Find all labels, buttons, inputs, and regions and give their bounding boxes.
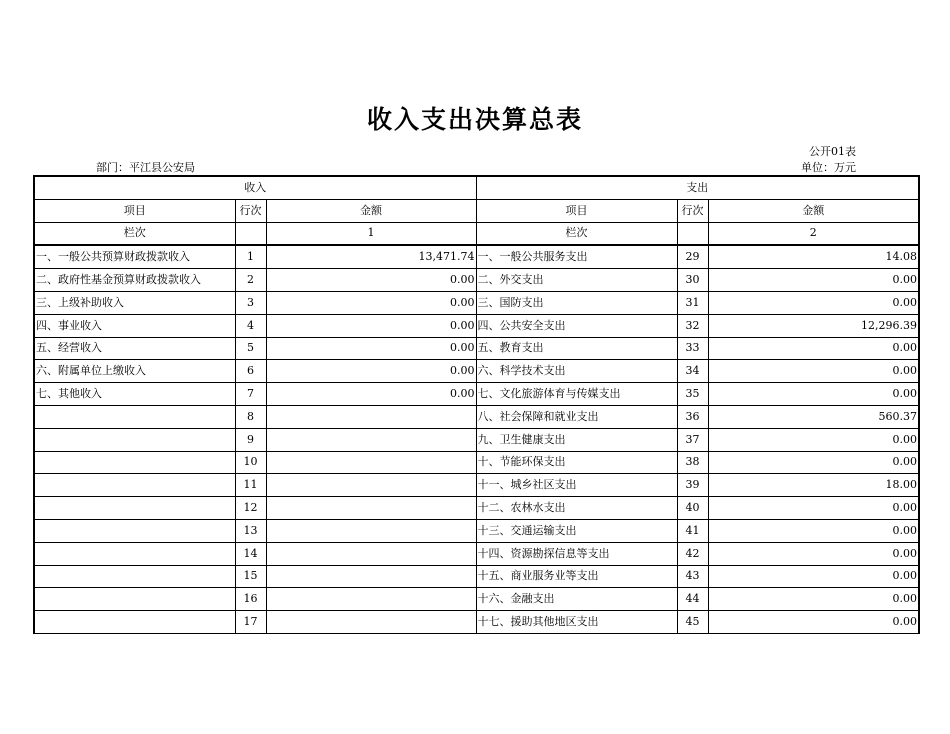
table-row — [34, 451, 919, 474]
expense-line-cell: 43 — [677, 565, 708, 588]
income-item-cell: 一、一般公共预算财政拨款收入 — [34, 245, 235, 268]
expense-line-cell: 33 — [677, 337, 708, 360]
income-item-cell: 三、上级补助收入 — [34, 291, 235, 314]
income-item-cell — [34, 474, 235, 497]
expense-item-cell: 八、社会保障和就业支出 — [476, 405, 677, 428]
expense-item-cell: 十五、商业服务业等支出 — [476, 565, 677, 588]
income-amount-cell — [266, 519, 476, 542]
table-row — [34, 291, 919, 314]
expense-line-cell: 31 — [677, 291, 708, 314]
table-row — [34, 519, 919, 542]
expense-line-cell: 41 — [677, 519, 708, 542]
income-line-cell: 3 — [235, 291, 266, 314]
income-line-cell: 9 — [235, 428, 266, 451]
header-row-columns — [34, 199, 919, 222]
summary-table — [33, 175, 920, 634]
income-amount-cell: 0.00 — [266, 383, 476, 406]
income-item-cell: 四、事业收入 — [34, 314, 235, 337]
expense-line-cell: 45 — [677, 611, 708, 634]
expense-colno-value: 2 — [708, 222, 919, 245]
expense-amount-cell: 0.00 — [708, 542, 919, 565]
income-amount-cell — [266, 451, 476, 474]
table-row — [34, 360, 919, 383]
expense-line-cell: 39 — [677, 474, 708, 497]
expense-colno-blank — [677, 222, 708, 245]
income-colno-label: 栏次 — [34, 222, 235, 245]
expense-amount-cell: 0.00 — [708, 565, 919, 588]
expense-line-cell: 36 — [677, 405, 708, 428]
expense-item-cell: 三、国防支出 — [476, 291, 677, 314]
expense-item-cell: 十二、农林水支出 — [476, 497, 677, 520]
income-amount-cell: 0.00 — [266, 269, 476, 292]
expense-item-cell: 十四、资源勘探信息等支出 — [476, 542, 677, 565]
table-row — [34, 337, 919, 360]
expense-line-cell: 44 — [677, 588, 708, 611]
expense-amount-cell: 18.00 — [708, 474, 919, 497]
income-item-cell: 五、经营收入 — [34, 337, 235, 360]
expense-amount-cell: 12,296.39 — [708, 314, 919, 337]
expense-item-cell: 九、卫生健康支出 — [476, 428, 677, 451]
income-line-cell: 17 — [235, 611, 266, 634]
expense-amount-header: 金额 — [708, 199, 919, 222]
table-row — [34, 245, 919, 268]
expense-item-cell: 二、外交支出 — [476, 269, 677, 292]
income-item-cell: 七、其他收入 — [34, 383, 235, 406]
expense-amount-cell: 0.00 — [708, 519, 919, 542]
income-line-cell: 16 — [235, 588, 266, 611]
expense-amount-cell: 0.00 — [708, 291, 919, 314]
expense-line-header: 行次 — [677, 199, 708, 222]
table-row — [34, 383, 919, 406]
income-line-cell: 8 — [235, 405, 266, 428]
expense-amount-cell: 0.00 — [708, 428, 919, 451]
table-row — [34, 497, 919, 520]
income-amount-cell: 0.00 — [266, 337, 476, 360]
expense-line-cell: 38 — [677, 451, 708, 474]
table-row — [34, 611, 919, 634]
income-amount-cell: 0.00 — [266, 291, 476, 314]
expense-line-cell: 35 — [677, 383, 708, 406]
header-row-colno — [34, 222, 919, 245]
income-amount-cell — [266, 588, 476, 611]
expense-item-cell: 一、一般公共服务支出 — [476, 245, 677, 268]
income-amount-cell — [266, 611, 476, 634]
header-row-section — [34, 176, 919, 199]
expense-item-cell: 四、公共安全支出 — [476, 314, 677, 337]
income-item-cell — [34, 497, 235, 520]
income-line-cell: 10 — [235, 451, 266, 474]
unit-label: 单位：万元 — [801, 161, 856, 174]
expense-amount-cell: 560.37 — [708, 405, 919, 428]
expense-line-cell: 29 — [677, 245, 708, 268]
expense-header: 支出 — [476, 176, 919, 199]
expense-amount-cell: 0.00 — [708, 337, 919, 360]
expense-colno-label: 栏次 — [476, 222, 677, 245]
table-row — [34, 474, 919, 497]
income-line-cell: 12 — [235, 497, 266, 520]
expense-line-cell: 34 — [677, 360, 708, 383]
expense-line-cell: 42 — [677, 542, 708, 565]
income-item-cell — [34, 542, 235, 565]
income-line-cell: 5 — [235, 337, 266, 360]
income-item-cell — [34, 519, 235, 542]
table-row — [34, 588, 919, 611]
income-item-cell — [34, 405, 235, 428]
table-row — [34, 269, 919, 292]
income-amount-header: 金额 — [266, 199, 476, 222]
income-line-cell: 15 — [235, 565, 266, 588]
expense-line-cell: 30 — [677, 269, 708, 292]
department-label: 部门：平江县公安局 — [96, 161, 195, 174]
income-item-cell: 二、政府性基金预算财政拨款收入 — [34, 269, 235, 292]
income-item-cell: 六、附属单位上缴收入 — [34, 360, 235, 383]
income-colno-blank — [235, 222, 266, 245]
expense-item-cell: 十一、城乡社区支出 — [476, 474, 677, 497]
expense-item-cell: 十三、交通运输支出 — [476, 519, 677, 542]
expense-item-cell: 五、教育支出 — [476, 337, 677, 360]
income-line-cell: 13 — [235, 519, 266, 542]
income-amount-cell — [266, 565, 476, 588]
income-amount-cell — [266, 542, 476, 565]
expense-amount-cell: 0.00 — [708, 588, 919, 611]
expense-line-cell: 37 — [677, 428, 708, 451]
income-line-cell: 14 — [235, 542, 266, 565]
income-line-cell: 11 — [235, 474, 266, 497]
expense-item-cell: 十七、援助其他地区支出 — [476, 611, 677, 634]
income-item-cell — [34, 565, 235, 588]
form-code: 公开01表 — [809, 145, 856, 158]
income-amount-cell: 0.00 — [266, 360, 476, 383]
income-amount-cell: 13,471.74 — [266, 245, 476, 268]
income-amount-cell: 0.00 — [266, 314, 476, 337]
income-amount-cell — [266, 405, 476, 428]
expense-amount-cell: 0.00 — [708, 611, 919, 634]
income-colno-value: 1 — [266, 222, 476, 245]
income-item-header: 项目 — [34, 199, 235, 222]
income-amount-cell — [266, 497, 476, 520]
expense-amount-cell: 0.00 — [708, 497, 919, 520]
table-row — [34, 565, 919, 588]
income-line-cell: 6 — [235, 360, 266, 383]
expense-line-cell: 32 — [677, 314, 708, 337]
expense-amount-cell: 0.00 — [708, 360, 919, 383]
table-row — [34, 405, 919, 428]
expense-item-cell: 十六、金融支出 — [476, 588, 677, 611]
income-line-header: 行次 — [235, 199, 266, 222]
income-line-cell: 1 — [235, 245, 266, 268]
expense-amount-cell: 0.00 — [708, 383, 919, 406]
expense-line-cell: 40 — [677, 497, 708, 520]
expense-amount-cell: 0.00 — [708, 451, 919, 474]
income-item-cell — [34, 611, 235, 634]
expense-amount-cell: 14.08 — [708, 245, 919, 268]
expense-amount-cell: 0.00 — [708, 269, 919, 292]
income-item-cell — [34, 428, 235, 451]
table-row — [34, 428, 919, 451]
expense-item-cell: 六、科学技术支出 — [476, 360, 677, 383]
expense-item-cell: 七、文化旅游体育与传媒支出 — [476, 383, 677, 406]
income-line-cell: 7 — [235, 383, 266, 406]
expense-item-header: 项目 — [476, 199, 677, 222]
income-line-cell: 2 — [235, 269, 266, 292]
table-row — [34, 542, 919, 565]
income-line-cell: 4 — [235, 314, 266, 337]
income-amount-cell — [266, 474, 476, 497]
income-item-cell — [34, 588, 235, 611]
income-amount-cell — [266, 428, 476, 451]
income-header: 收入 — [34, 176, 476, 199]
table-row — [34, 314, 919, 337]
income-item-cell — [34, 451, 235, 474]
page-title: 收入支出决算总表 — [366, 105, 583, 134]
expense-item-cell: 十、节能环保支出 — [476, 451, 677, 474]
